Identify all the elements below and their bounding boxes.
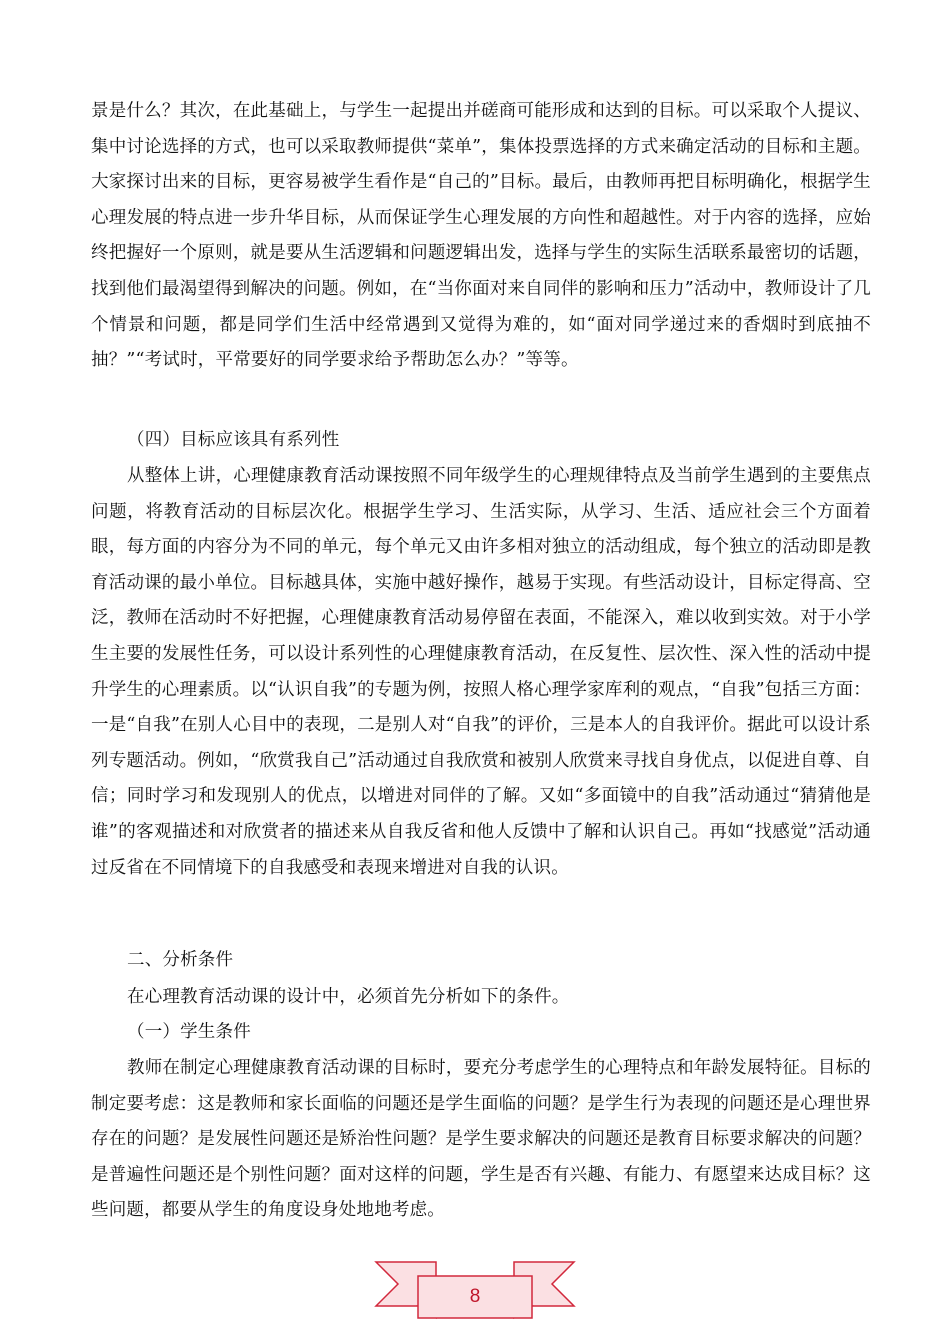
paragraph-continuation: 景是什么？其次，在此基础上，与学生一起提出并磋商可能形成和达到的目标。可以采取个人提议、集中讨论选择的方式，也可以采取教师提供“菜单”，集体投票选择的方式来确定活动的目标和主题。大家探讨出来的目标，更容易被学生看作是“自己的”目标。最后，由教师再把目标明确化，根据学生心理发展的特点进一步升华目标，从而保证学生心理发展的方向性和超越性。对于内容的选择，应始终把握好一个原则，就是要从生活逻辑和问题逻辑出发，选择与学生的实际生活联系最密切的话题，找到他们最渴望得到解决的问题。例如，在“当你面对来自同伴的影响和压力”活动中，教师设计了几个情景和问题，都是同学们生活中经常遇到又觉得为难的，如“面对同学递过来的香烟时到底抽不抽？”“考试时，平常要好的同学要求给予帮助怎么办？”等等。 xyxy=(91,101,871,371)
page-number: 8 xyxy=(469,1286,481,1307)
ribbon-banner-icon xyxy=(372,1248,578,1322)
paragraph-analysis-intro: 在心理教育活动课的设计中，必须首先分析如下的条件。 xyxy=(127,987,570,1007)
page-footer xyxy=(372,1248,578,1322)
section-heading-student-conditions: （一）学生条件 xyxy=(127,1022,251,1042)
paragraph-series-goals: 从整体上讲，心理健康教育活动课按照不同年级学生的心理规律特点及当前学生遇到的主要焦点问题，将教育活动的目标层次化。根据学生学习、生活实际，从学习、生活、适应社会三个方面着眼，每方面的内容分为不同的单元，每个单元又由许多相对独立的活动组成，每个独立的活动即是教育活动课的最小单位。目标越具体，实施中越好操作，越易于实现。有些活动设计，目标定得高、空泛，教师在活动时不好把握，心理健康教育活动易停留在表面，不能深入，难以收到实效。对于小学生主要的发展性任务，可以设计系列性的心理健康教育活动，在反复性、层次性、深入性的活动中提升学生的心理素质。以“认识自我”的专题为例，按照人格心理学家库利的观点，“自我”包括三方面：一是“自我”在别人心目中的表现，二是别人对“自我”的评价，三是本人的自我评价。据此可以设计系列专题活动。例如，“欣赏我自己”活动通过自我欣赏和被别人欣赏来寻找自身优点，以促进自尊、自信；同时学习和发现别人的优点，以增进对同伴的了解。又如“多面镜中的自我”活动通过“猜猜他是谁”的客观描述和对欣赏者的描述来从自我反省和他人反馈中了解和认识自己。再如“找感觉”活动通过反省在不同情境下的自我感受和表现来增进对自我的认识。 xyxy=(91,466,871,878)
paragraph-student-conditions: 教师在制定心理健康教育活动课的目标时，要充分考虑学生的心理特点和年龄发展特征。目标的制定要考虑：这是教师和家长面临的问题还是学生面临的问题？是学生行为表现的问题还是心理世界存在的问题？是发展性问题还是矫治性问题？是学生要求解决的问题还是教育目标要求解决的问题？是普遍性问题还是个别性问题？面对这样的问题，学生是否有兴趣、有能力、有愿望来达成目标？这些问题，都要从学生的角度设身处地地考虑。 xyxy=(91,1058,871,1221)
section-heading-4: （四）目标应该具有系列性 xyxy=(127,430,340,450)
section-heading-analysis: 二、分析条件 xyxy=(127,950,234,970)
